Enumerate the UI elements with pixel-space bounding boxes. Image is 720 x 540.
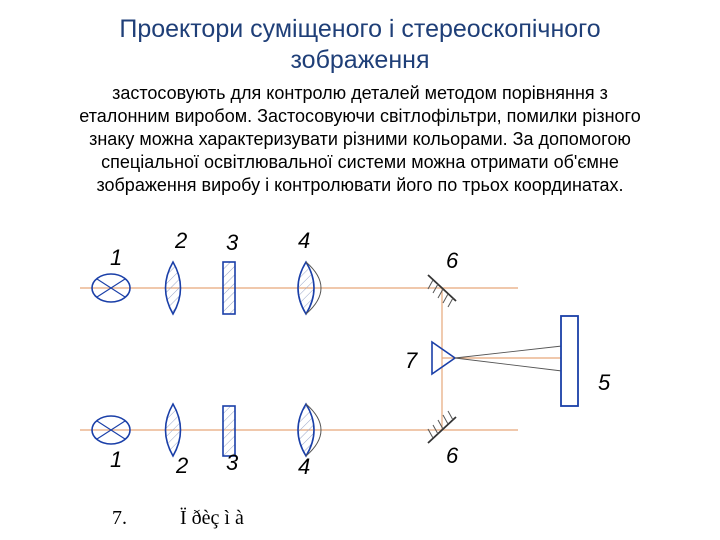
top-condenser-lens-icon <box>166 262 181 314</box>
bottom-label-3: 3 <box>226 450 239 475</box>
bottom-light-filter-icon <box>223 406 235 456</box>
caption-text: Ї ðèç ì à <box>180 507 244 529</box>
top-label-1: 1 <box>110 245 123 270</box>
body-line-4: спеціальної освітлювальної системи можна отримати об'ємне <box>101 152 619 172</box>
bottom-condenser-lens-icon <box>166 404 181 456</box>
bottom-label-4: 4 <box>298 454 311 479</box>
slide-title-line-2: зображення <box>290 46 430 74</box>
top-label-2: 2 <box>175 228 188 253</box>
prism-label-7: 7 <box>405 348 418 373</box>
body-line-3: знаку можна характеризувати різними кольорами. За допомогою <box>89 129 631 149</box>
bottom-label-2: 2 <box>176 453 189 478</box>
top-label-6: 6 <box>446 248 459 273</box>
caption-number: 7. <box>112 507 127 529</box>
bottom-label-6: 6 <box>446 443 459 468</box>
slide-title-line-1: Проектори суміщеного і стереоскопічного <box>119 15 601 43</box>
screen-label-5: 5 <box>598 370 611 395</box>
body-line-5: зображення виробу і контролювати його по трьох координатах. <box>96 175 624 195</box>
top-light-filter-icon <box>223 262 235 314</box>
body-line-1: застосовують для контролю деталей методом порівняння з <box>112 83 608 103</box>
top-label-4: 4 <box>298 228 311 253</box>
screen-icon <box>561 316 578 406</box>
top-label-3: 3 <box>226 230 239 255</box>
body-line-2: еталонним виробом. Застосовуючи світлофільтри, помилки різного <box>79 106 641 126</box>
bottom-label-1: 1 <box>110 447 123 472</box>
